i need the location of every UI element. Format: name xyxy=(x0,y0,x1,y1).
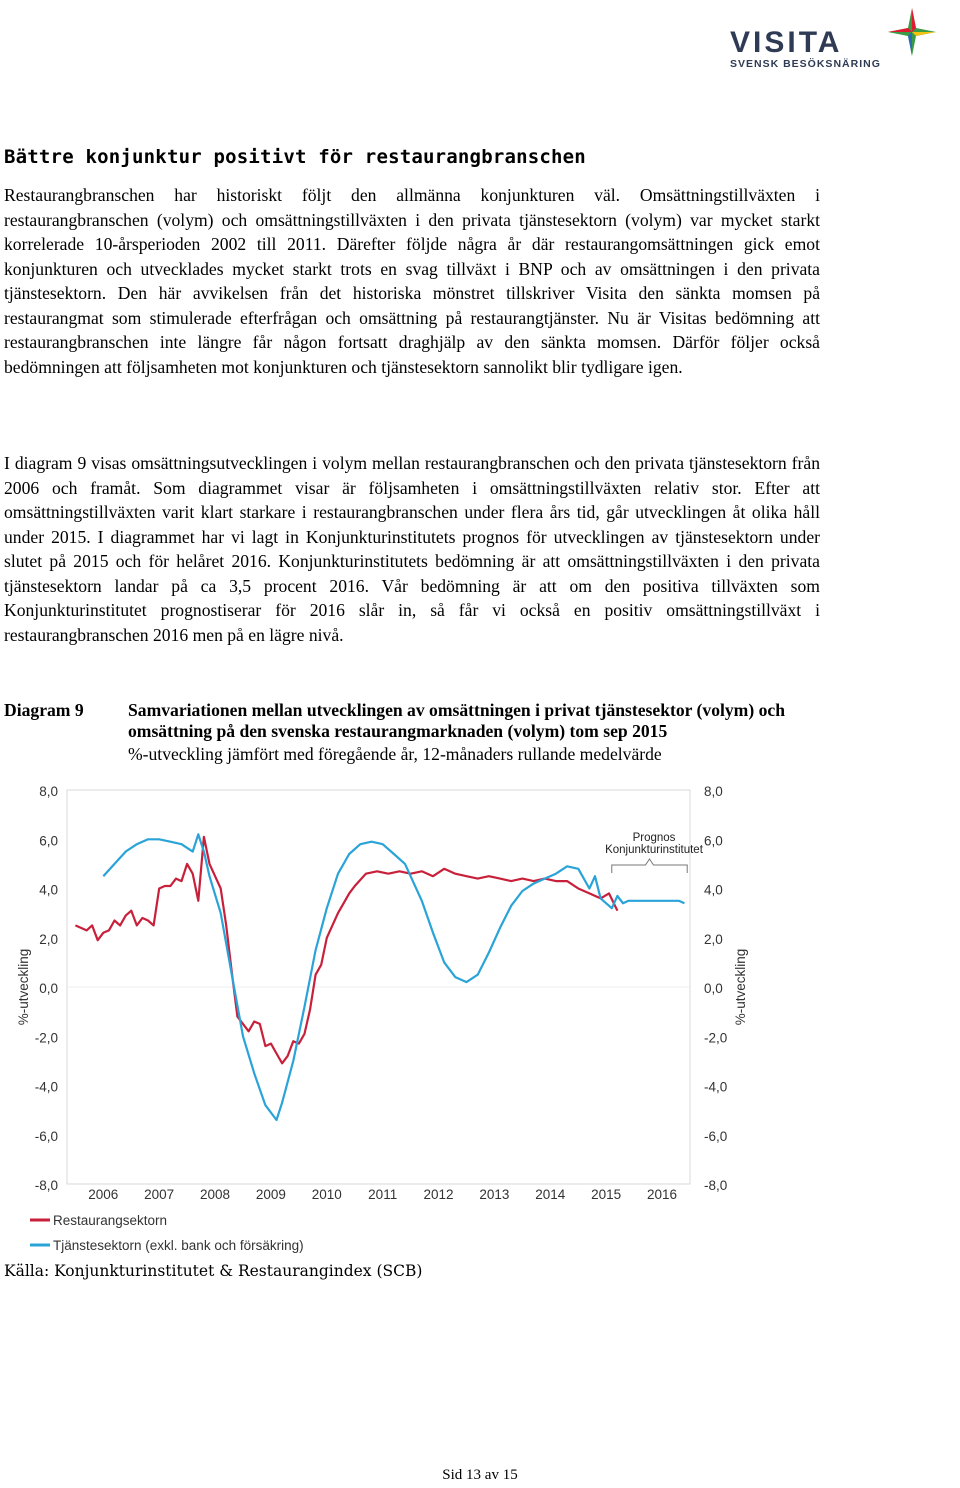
annotation-label: Konjunkturinstitutet xyxy=(605,844,703,856)
y-tick-label-right: 2,0 xyxy=(704,931,723,947)
diagram-title: Samvariationen mellan utvecklingen av omsättningen i privat tjänstesektor (volym) och omsättning på den svenska restaurangmarknaden (volym) tom sep 2015 xyxy=(128,700,785,741)
x-tick-label: 2010 xyxy=(311,1187,342,1202)
page-title: Bättre konjunktur positivt för restaurangbranschen xyxy=(4,146,586,168)
y-axis-title-left: %-utveckling xyxy=(16,948,31,1026)
logo-text: VISITA xyxy=(730,26,843,59)
x-tick-label: 2008 xyxy=(200,1187,231,1202)
logo-subtitle: SVENSK BESÖKSNÄRING xyxy=(730,58,881,70)
y-tick-label-right: 6,0 xyxy=(704,833,723,849)
page-number: Sid 13 av 15 xyxy=(442,1467,518,1483)
y-tick-label-left: 0,0 xyxy=(39,981,58,996)
x-tick-label: 2011 xyxy=(368,1187,398,1202)
y-tick-label-right: -2,0 xyxy=(704,1030,728,1046)
x-tick-label: 2012 xyxy=(423,1187,454,1202)
x-tick-label: 2007 xyxy=(144,1187,175,1202)
x-tick-label: 2016 xyxy=(647,1187,678,1202)
y-tick-label-right: -6,0 xyxy=(704,1128,728,1144)
y-tick-label-left: -2,0 xyxy=(34,1030,58,1046)
body-paragraph: Restaurangbranschen har historiskt följt den allmänna konjunkturen väl. Omsättningstillväxten i restaurangbranschen (volym) och omsättningstillväxten i den privata tjänstesektorn (volym) var mycket starkt korrelerade 10-årsperioden 2002 till 2011. Därefter följde några år där restaurangomsättningen gick emot konjunkturen och utvecklades mycket starkt trots en svag tillväxt i BNP och av omsättningen i den privata tjänstesektorn. Den här avvikelsen från det historiska mönstret tillskriver Visita den sänkta momsen på restaurangmat som stimulerade efterfrågan och omsättning på restaurangtjänster. Nu är Visitas bedömning att restaurangbranschen inte längre får någon fortsatt draghjälp av den sänkta momsen. Därför följer också bedömningen att följsamheten mot konjunkturen och tjänstesektorn sannolikt blir tydligare igen. xyxy=(4,185,820,377)
diagram-label: Diagram 9 xyxy=(4,700,84,720)
body-paragraph: I diagram 9 visas omsättningsutvecklingen i volym mellan restaurangbranschen och den privata tjänstesektorn från 2006 och framåt. Som diagrammet visar är följsamheten i omsättningstillväxten relativ stor. Efter att omsättningstillväxten varit klart starkare i restaurangbranschen under flera års tid, går utvecklingen åt olika håll under 2015. I diagrammet har vi lagt in Konjunkturinstitutets prognos för utvecklingen av tjänstesektorn under slutet på 2015 och för helåret 2016. Konjunkturinstitutets bedömning är att omsättningstillväxten i den privata tjänstesektorn landar på ca 3,5 procent 2016. Vår bedömning är att om den positiva tillväxten som Konjunkturinstitutet prognostiserar för 2016 slår in, så får vi också en positiv omsättningstillväxt i restaurangbranschen 2016 men på en lägre nivå. xyxy=(4,453,820,645)
diagram-subtitle: %-utveckling jämfört med föregående år, 12-månaders rullande medelvärde xyxy=(128,744,662,764)
legend-label: Restaurangsektorn xyxy=(53,1213,168,1228)
legend-label: Tjänstesektorn (exkl. bank och försäkring) xyxy=(53,1238,304,1253)
star-logo-icon xyxy=(882,2,942,64)
y-tick-label-right: -4,0 xyxy=(704,1079,728,1095)
y-tick-label-left: 4,0 xyxy=(39,882,58,898)
x-tick-label: 2013 xyxy=(479,1187,510,1202)
y-tick-label-left: 6,0 xyxy=(39,833,58,849)
x-tick-label: 2009 xyxy=(255,1187,286,1202)
x-tick-label: 2015 xyxy=(591,1187,622,1202)
source-note: Källa: Konjunkturinstitutet & Restaurangindex (SCB) xyxy=(4,1262,423,1280)
y-tick-label-left: 2,0 xyxy=(39,931,58,947)
y-tick-label-right: -8,0 xyxy=(704,1178,728,1193)
line-chart xyxy=(0,760,960,1260)
y-tick-label-right: 4,0 xyxy=(704,882,723,898)
y-tick-label-left: -6,0 xyxy=(34,1128,58,1144)
y-tick-label-left: 8,0 xyxy=(39,784,58,799)
y-tick-label-left: -4,0 xyxy=(34,1079,58,1095)
x-tick-label: 2014 xyxy=(535,1187,566,1202)
x-tick-label: 2006 xyxy=(88,1187,119,1202)
y-tick-label-right: 8,0 xyxy=(704,784,723,799)
y-axis-title-right: %-utveckling xyxy=(733,948,748,1026)
y-tick-label-right: 0,0 xyxy=(704,981,723,996)
annotation-label: Prognos xyxy=(632,832,676,844)
y-tick-label-left: -8,0 xyxy=(34,1178,58,1193)
visita-logo xyxy=(716,2,956,72)
